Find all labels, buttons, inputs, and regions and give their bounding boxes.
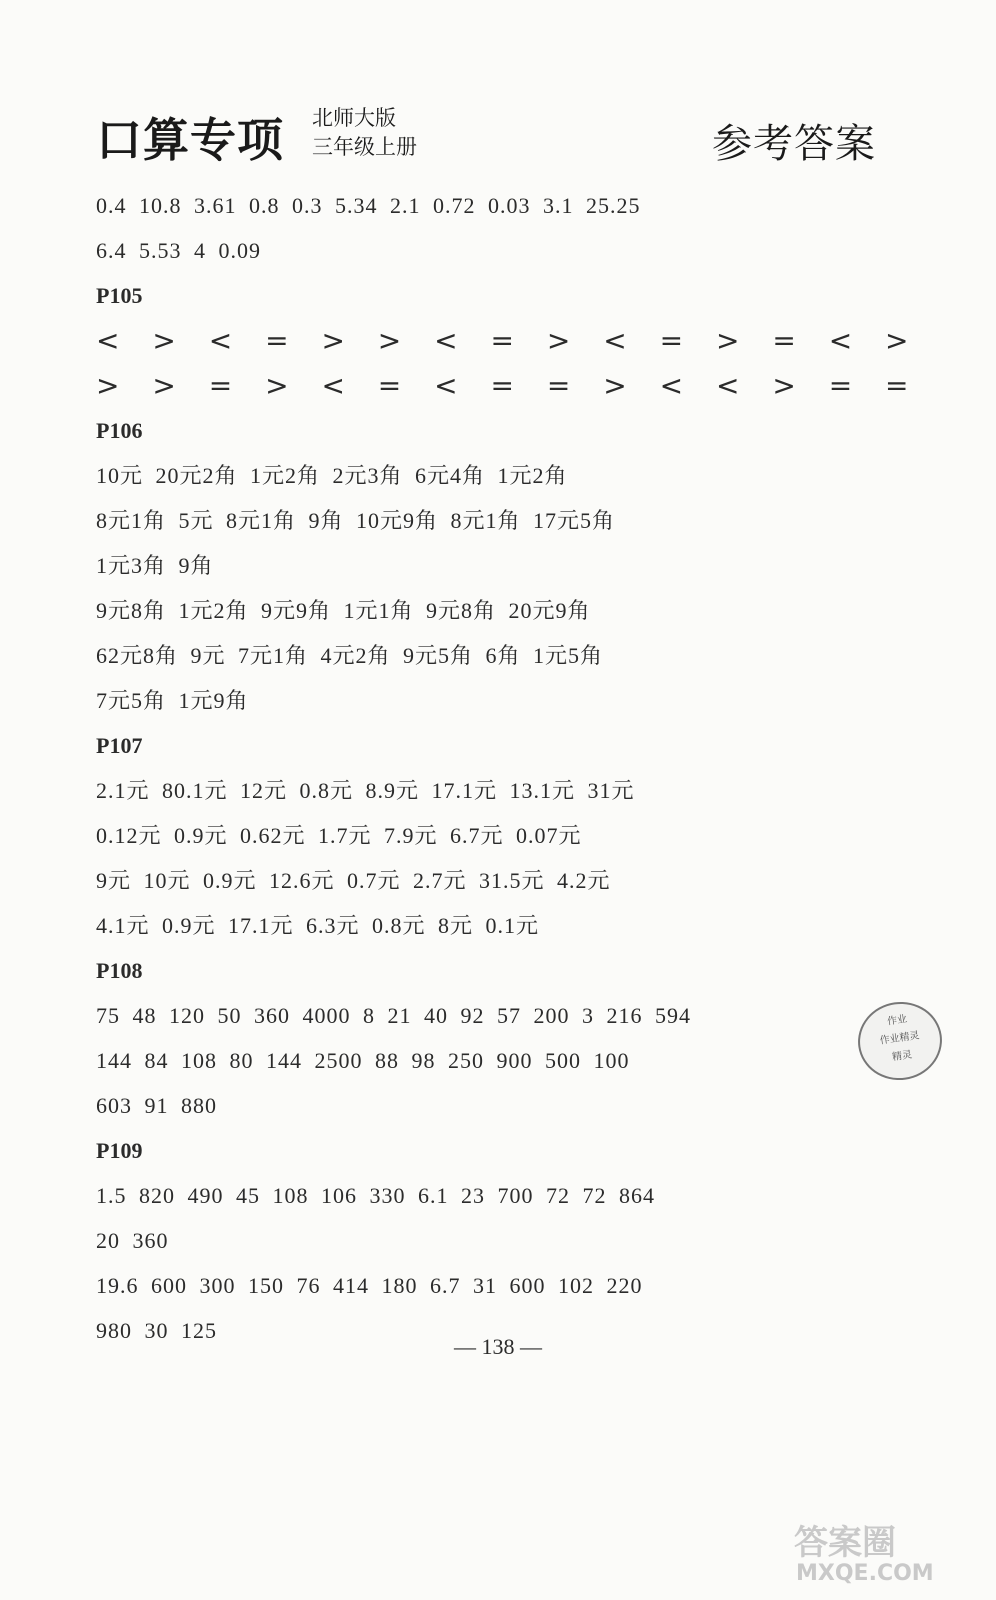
answer-line: 603 91 880: [96, 1093, 217, 1118]
section-heading: P109: [96, 1138, 143, 1163]
stamp-line: 精灵: [891, 1049, 913, 1064]
watermark-logo: [784, 1516, 974, 1586]
answer-line: > > = > < = < = = > < < > = =: [96, 369, 909, 402]
page-header: [96, 100, 876, 170]
section-heading: P106: [96, 418, 143, 443]
answer-line: 4.1元 0.9元 17.1元 6.3元 0.8元 8元 0.1元: [96, 913, 540, 938]
edition-publisher: 北师大版: [312, 106, 396, 130]
page-number: — 138 —: [454, 1334, 542, 1359]
answer-line: 980 30 125: [96, 1318, 217, 1343]
answer-line: 8元1角 5元 8元1角 9角 10元9角 8元1角 17元5角: [96, 508, 616, 533]
book-logo: 口算专项: [96, 113, 284, 167]
answer-line: 1.5 820 490 45 108 106 330 6.1 23 700 72 72 864: [96, 1183, 655, 1208]
answer-line: 1元3角 9角: [96, 553, 214, 578]
answer-line: 0.4 10.8 3.61 0.8 0.3 5.34 2.1 0.72 0.03 3.1 25.25: [96, 193, 641, 218]
section-heading: P108: [96, 958, 143, 983]
answers-title: 参考答案: [712, 121, 876, 167]
section-heading: P107: [96, 733, 143, 758]
answer-line: 75 48 120 50 360 4000 8 21 40 92 57 200 3 216 594: [96, 1003, 691, 1028]
answer-line: 6.4 5.53 4 0.09: [96, 238, 261, 263]
edition-grade: 三年级上册: [312, 135, 417, 159]
watermark-url: MXQE.COM: [796, 1561, 934, 1586]
stamp-line: 作业: [886, 1013, 908, 1028]
answer-line: 10元 20元2角 1元2角 2元3角 6元4角 1元2角: [96, 463, 568, 488]
answer-line: 2.1元 80.1元 12元 0.8元 8.9元 17.1元 13.1元 31元: [96, 778, 635, 803]
answer-line: 9元 10元 0.9元 12.6元 0.7元 2.7元 31.5元 4.2元: [96, 868, 611, 893]
answer-line: 144 84 108 80 144 2500 88 98 250 900 500 100: [96, 1048, 630, 1073]
stamp-line: 作业精灵: [879, 1030, 921, 1047]
watermark-title: 答案圈: [794, 1523, 896, 1563]
answer-line: 62元8角 9元 7元1角 4元2角 9元5角 6角 1元5角: [96, 643, 604, 668]
answer-line: 20 360: [96, 1228, 169, 1253]
edition-label: [312, 104, 417, 162]
answer-line: 9元8角 1元2角 9元9角 1元1角 9元8角 20元9角: [96, 598, 591, 623]
answer-line: 0.12元 0.9元 0.62元 1.7元 7.9元 6.7元 0.07元: [96, 823, 582, 848]
answer-line: < > < = > > < = > < = > = < >: [96, 324, 909, 357]
section-heading: P105: [96, 283, 143, 308]
answer-line: 7元5角 1元9角: [96, 688, 249, 713]
answer-line: 19.6 600 300 150 76 414 180 6.7 31 600 102 220: [96, 1273, 643, 1298]
